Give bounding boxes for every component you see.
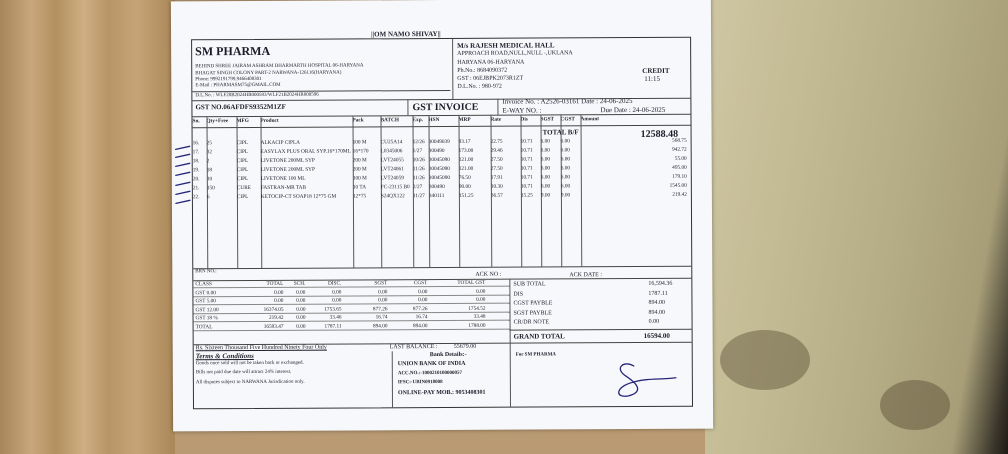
seller-dl: D.L.No. : WLF20B2024HR000593/WLF21B2024HR000596 bbox=[195, 92, 319, 99]
gst-cell: 1788.00 bbox=[468, 322, 486, 329]
cell-sn: 17. bbox=[192, 149, 200, 156]
bank-title: Bank Details:- bbox=[429, 351, 467, 359]
wall-stain bbox=[880, 380, 950, 430]
cell-cgst: 9.00 bbox=[560, 192, 571, 199]
buyer-phone: Ph.No.: 8684090372 bbox=[457, 67, 508, 74]
cell-mfg: CIPL bbox=[236, 167, 249, 174]
cell-sn: 21. bbox=[192, 185, 200, 192]
cell-cgst: 6.00 bbox=[560, 165, 571, 172]
cell-batch: CU25A14 bbox=[380, 139, 403, 146]
summary-label: SGST PAYBLE bbox=[513, 309, 552, 317]
cell-rate: 22.75 bbox=[490, 138, 503, 145]
gst-row bbox=[194, 314, 510, 323]
invoice-time: 11:15 bbox=[644, 74, 660, 83]
last-balance-label: LAST BALANCE : bbox=[389, 344, 438, 351]
cell-pack: 100 M bbox=[352, 139, 367, 146]
column-divider bbox=[206, 116, 208, 268]
cell-product: ALKACIP CIPLA bbox=[260, 139, 301, 146]
gst-cell: 1753.65 bbox=[324, 306, 342, 313]
cell-pack: 200 M bbox=[352, 166, 367, 173]
invoice-number: Invoice No. : A2526-03161 Date : 24-06-2025 bbox=[502, 97, 633, 106]
gst-cell: 1787.11 bbox=[324, 323, 342, 330]
cell-qty: 150 bbox=[206, 185, 215, 192]
column-header: MRP bbox=[458, 116, 471, 123]
invoice-title: GST INVOICE bbox=[412, 101, 479, 114]
buyer-name: M/s RAJESH MEDICAL HALL bbox=[457, 41, 555, 50]
summary-value: 0.00 bbox=[648, 318, 660, 325]
cell-sgst: 6.00 bbox=[540, 138, 550, 145]
cell-mfg: CIPL bbox=[236, 140, 249, 147]
terms-line: Goods once sold will not be taken back or exchanged. bbox=[195, 360, 304, 367]
cell-pack: 16*170 bbox=[352, 148, 369, 155]
cell-exp: 11/26 bbox=[412, 175, 425, 182]
cell-hsn: 30045090 bbox=[428, 156, 450, 164]
column-header: Qty+Free bbox=[206, 118, 229, 125]
cell-qty: 2 bbox=[206, 158, 210, 165]
buyer-address1: APPROACH ROAD,NULL,NULL -,UKLANA bbox=[457, 50, 573, 57]
gst-cell: CLASS bbox=[195, 281, 212, 288]
gst-cell: 0.00 bbox=[296, 323, 306, 330]
cell-qty: 32 bbox=[206, 149, 212, 156]
cell-amount: 219.42 bbox=[672, 191, 687, 198]
summary-value: 16,594.36 bbox=[648, 280, 673, 287]
cell-hsn: 30045090 bbox=[428, 165, 450, 173]
gst-row bbox=[193, 288, 509, 297]
cell-batch: LVT24055 bbox=[380, 157, 404, 164]
gst-header-row bbox=[193, 280, 509, 289]
cell-mrp: 90.00 bbox=[458, 183, 471, 190]
cell-amount: 179.10 bbox=[672, 173, 687, 180]
gst-row bbox=[193, 297, 509, 306]
seller-gst: GST NO.06AFDFS9352M1ZF bbox=[195, 102, 286, 112]
column-header: Sn. bbox=[192, 118, 200, 125]
gst-cell: 16.74 bbox=[375, 314, 388, 321]
brn-label: BRN NO.: bbox=[195, 269, 217, 275]
seller-phone: Phone: 9992191799,9466408301 bbox=[195, 76, 262, 83]
seller-name: SM PHARMA bbox=[195, 43, 271, 59]
ack-label: ACK NO : bbox=[475, 271, 502, 278]
gst-cell: 894.00 bbox=[412, 322, 428, 329]
cell-mfg: CIPL bbox=[236, 149, 249, 156]
summary-value: 1787.11 bbox=[648, 290, 668, 297]
cell-sgst: 9.00 bbox=[540, 192, 551, 199]
summary-label: CR/DR NOTE bbox=[513, 319, 550, 326]
cell-dis: 10.71 bbox=[520, 165, 533, 172]
cell-rate: 10.30 bbox=[490, 183, 503, 190]
table-row bbox=[193, 183, 691, 192]
payment-mode: CREDIT bbox=[642, 66, 670, 75]
cell-sn: 22. bbox=[192, 194, 200, 201]
pen-tick-marks bbox=[172, 141, 202, 211]
gst-cell: TOTAL bbox=[195, 323, 213, 330]
cell-rate: 29.46 bbox=[490, 147, 503, 154]
cell-batch: FC-23115 B0 bbox=[380, 184, 410, 191]
signatory-label: For SM PHARMA bbox=[515, 352, 556, 358]
gst-row bbox=[194, 322, 510, 331]
column-divider bbox=[520, 115, 522, 267]
column-header: Product bbox=[260, 117, 279, 124]
cell-dis: 10.71 bbox=[520, 147, 533, 154]
buyer-dl: D.L.No. : 980-972 bbox=[457, 83, 502, 90]
grand-total-value: 16594.00 bbox=[643, 331, 670, 340]
cell-batch: S24QX122 bbox=[380, 193, 405, 200]
summary-value: 894.00 bbox=[648, 309, 666, 316]
column-divider bbox=[428, 115, 430, 267]
wall-stain bbox=[720, 330, 810, 390]
seller-address2: BHAGAT SINGH COLONY PART-2 NARWANA-126116(HARYANA) bbox=[195, 70, 342, 77]
column-divider bbox=[352, 115, 354, 267]
cell-cgst: 6.00 bbox=[560, 183, 571, 190]
column-divider bbox=[560, 114, 562, 266]
column-header: CGST bbox=[560, 116, 575, 123]
cell-dis: 10.71 bbox=[520, 156, 533, 163]
cell-mrp: 93.17 bbox=[458, 138, 471, 145]
cell-mrp: 173.00 bbox=[458, 147, 474, 154]
gst-cell: GST 12.00 bbox=[195, 306, 219, 313]
grand-total-label: GRAND TOTAL bbox=[513, 332, 565, 341]
buyer-address2: HARYANA 06-HARYANA bbox=[457, 59, 525, 66]
gst-cell: TOTAL bbox=[266, 280, 284, 287]
column-divider bbox=[412, 115, 414, 267]
amount-in-words: Rs. Sixteen Thousand Five Hundred Ninety Four Only bbox=[195, 344, 327, 352]
seller-email: E-Mail : PHARMASM75@GMAIL.COM bbox=[195, 82, 281, 89]
cell-pack: 12*75 bbox=[352, 193, 367, 200]
cell-product: LIVETONE 200ML SYP bbox=[260, 166, 315, 173]
om-namo-shivay: ||OM NAMO SHIVAY|| bbox=[371, 30, 441, 39]
cell-rate: 27.50 bbox=[490, 165, 503, 172]
gst-cell: 0.00 bbox=[296, 306, 306, 313]
bank-name: UNION BANK OF INDIA bbox=[397, 360, 466, 368]
terms-line: All disputes subject to NARWANA Jurisdication only. bbox=[195, 379, 305, 386]
gst-cell: 0.00 bbox=[378, 288, 388, 295]
gst-cell: GST 18 % bbox=[195, 315, 218, 322]
gst-cell: 877.26 bbox=[412, 305, 428, 312]
gst-cell: 0.00 bbox=[418, 297, 428, 304]
column-header: Amount bbox=[580, 116, 600, 123]
column-header: Dis bbox=[520, 116, 528, 123]
gst-cell: CGST bbox=[413, 280, 428, 287]
cell-amount: 942.72 bbox=[672, 146, 687, 153]
cell-cgst: 6.00 bbox=[560, 174, 571, 181]
cell-sn: 18. bbox=[192, 158, 200, 165]
cell-sgst: 6.00 bbox=[540, 174, 551, 181]
gst-cell: 33.46 bbox=[329, 314, 342, 321]
cell-pack: 10 TA bbox=[352, 184, 367, 191]
column-header: Exp. bbox=[412, 117, 423, 124]
gst-cell: 0.00 bbox=[274, 297, 284, 304]
gst-row bbox=[193, 305, 509, 314]
cell-exp: 1/27 bbox=[412, 148, 423, 155]
cell-dis: 10.71 bbox=[520, 183, 533, 190]
gst-cell: 16374.05 bbox=[263, 306, 284, 313]
cell-hsn: 30049039 bbox=[428, 138, 450, 146]
summary-value: 894.00 bbox=[648, 299, 665, 306]
cell-amount: 495.00 bbox=[672, 164, 687, 171]
column-divider bbox=[236, 116, 238, 268]
column-header: Rate bbox=[490, 116, 502, 123]
cell-qty: 25 bbox=[206, 140, 212, 147]
gst-cell: 0.00 bbox=[296, 297, 306, 304]
cell-product: LIVETONE 100 ML bbox=[260, 175, 306, 182]
cell-qty: 18 bbox=[206, 167, 213, 174]
gst-cell: 894.00 bbox=[372, 322, 388, 329]
summary-label: DIS bbox=[513, 291, 524, 298]
cell-dis: 15.25 bbox=[520, 192, 533, 199]
bank-account: ACC.NO.:-1000210100000057 bbox=[397, 370, 463, 377]
cell-cgst: 6.00 bbox=[560, 147, 570, 154]
table-row bbox=[193, 156, 691, 165]
cell-pack: 100 M bbox=[352, 175, 367, 182]
cell-sn: 16. bbox=[192, 140, 200, 147]
gst-cell: GST 5.00 bbox=[195, 298, 216, 305]
gst-cell: 1754.52 bbox=[468, 305, 486, 312]
gst-cell: 0.00 bbox=[476, 296, 486, 303]
gst-cell: 877.26 bbox=[372, 305, 388, 312]
cell-product: FASTRAN-MR TAB bbox=[260, 184, 307, 191]
gst-cell: TOTAL GST bbox=[457, 279, 486, 286]
cell-sgst: 6.00 bbox=[540, 156, 551, 163]
last-balance-value: 55679.00 bbox=[453, 343, 477, 350]
due-date: Due Date : 24-06-2025 bbox=[600, 105, 666, 115]
total-bf-amount: 12588.48 bbox=[640, 128, 679, 140]
column-header: SGST bbox=[540, 116, 555, 123]
cell-qty: 10 bbox=[206, 176, 213, 183]
gst-cell: SGST bbox=[374, 280, 388, 287]
cell-mfg: CIPL bbox=[236, 194, 249, 201]
cell-hsn: 340111 bbox=[428, 192, 445, 200]
cell-amount: 1545.00 bbox=[669, 182, 687, 189]
table-row bbox=[193, 165, 691, 174]
cell-rate: 17.91 bbox=[490, 174, 503, 181]
column-divider bbox=[490, 115, 492, 267]
cell-rate: 27.50 bbox=[490, 156, 503, 163]
cell-hsn: 300490 bbox=[428, 183, 445, 191]
gst-cell: 0.00 bbox=[296, 314, 306, 321]
cell-mrp: 76.50 bbox=[458, 174, 471, 181]
cell-sgst: 6.00 bbox=[540, 183, 551, 190]
eway-number: E-WAY NO. : bbox=[502, 106, 542, 115]
gst-cell: 0.00 bbox=[332, 289, 342, 296]
summary-label: CGST PAYBLE bbox=[513, 300, 553, 307]
invoice-sheet bbox=[191, 37, 693, 410]
cell-mrp: 121.00 bbox=[458, 156, 474, 163]
cell-sgst: 6.00 bbox=[540, 147, 550, 154]
cell-sgst: 6.00 bbox=[540, 165, 551, 172]
cell-batch: LVT24059 bbox=[380, 175, 404, 182]
cell-product: KETOCIP-CT SOAP18 12*75 GM bbox=[260, 193, 337, 200]
table-row bbox=[193, 192, 691, 201]
cell-sn: 19. bbox=[192, 167, 200, 174]
gst-cell: SCH. bbox=[293, 280, 306, 287]
table-row bbox=[193, 174, 691, 183]
ack-date-label: ACK DATE : bbox=[569, 272, 603, 279]
cell-product: EASYLAX PLUS ORAL SYP.16*170ML bbox=[260, 148, 351, 155]
column-divider bbox=[380, 115, 382, 267]
online-pay: ONLINE-PAY MOB.: 9053408301 bbox=[397, 389, 486, 397]
buyer-gst: GST : 06EJBPK2073R1ZT bbox=[457, 75, 524, 82]
bank-ifsc: IFSC:-UBIN0918008 bbox=[397, 379, 443, 386]
gst-cell: 0.00 bbox=[296, 289, 306, 296]
terms-line: Bills not paid due date will attract 24% interest. bbox=[195, 369, 292, 376]
gst-cell: 16.74 bbox=[415, 314, 428, 321]
cell-rate: 36.57 bbox=[490, 192, 503, 199]
cell-dis: 10.71 bbox=[520, 174, 533, 181]
table-row bbox=[193, 138, 691, 147]
column-header: HSN bbox=[428, 117, 440, 124]
column-header: MFG bbox=[236, 118, 249, 125]
terms-title: Terms & Conditions bbox=[195, 351, 254, 361]
cell-product: LIVETONE 200ML SYP bbox=[260, 157, 315, 164]
gst-cell: 219.42 bbox=[268, 314, 284, 321]
column-header: Pack bbox=[352, 117, 364, 124]
gst-cell: 0.00 bbox=[332, 297, 342, 304]
cell-qty: 6 bbox=[206, 194, 210, 201]
gst-cell: DISC. bbox=[327, 280, 342, 287]
cell-mfg: CIPL bbox=[236, 176, 249, 183]
total-bf-label: TOTAL B/F bbox=[542, 128, 579, 137]
gst-cell: 16593.47 bbox=[263, 323, 284, 330]
gst-cell: 0.00 bbox=[476, 288, 486, 295]
cell-hsn: 300490 bbox=[428, 147, 445, 155]
column-divider bbox=[458, 115, 460, 267]
cell-batch: L0345006 bbox=[380, 148, 403, 155]
table-row bbox=[193, 147, 691, 156]
cell-exp: 10/26 bbox=[412, 157, 425, 164]
cell-exp: 2/27 bbox=[412, 184, 423, 191]
cell-exp: 11/26 bbox=[412, 166, 425, 173]
gst-cell: 0.00 bbox=[274, 289, 284, 296]
column-header: BATCH bbox=[380, 117, 399, 124]
cell-amount: 568.75 bbox=[672, 137, 687, 144]
cell-cgst: 6.00 bbox=[560, 156, 571, 163]
column-divider bbox=[540, 114, 542, 266]
cell-mrp: 121.00 bbox=[458, 165, 474, 172]
cell-mfg: CURE bbox=[236, 184, 252, 192]
cell-cgst: 6.00 bbox=[560, 138, 570, 145]
gst-cell: 0.00 bbox=[418, 288, 428, 295]
gst-cell: 33.48 bbox=[473, 313, 486, 320]
cell-batch: LVT24061 bbox=[380, 166, 404, 173]
cell-exp: 11/27 bbox=[412, 193, 425, 200]
cell-amount: 55.00 bbox=[674, 155, 687, 162]
cell-exp: 12/26 bbox=[412, 139, 425, 146]
cell-hsn: 30045090 bbox=[428, 174, 451, 182]
seller-address1: BEHIND SHREE JAIRAM ASHRAM DHARMARTH HOSPITAL 06-HARYANA bbox=[195, 63, 364, 70]
summary-label: SUB TOTAL bbox=[513, 281, 546, 288]
column-divider bbox=[580, 114, 582, 266]
signature bbox=[604, 358, 684, 402]
gst-cell: 0.00 bbox=[378, 297, 388, 304]
cell-mrp: 151.25 bbox=[458, 192, 474, 199]
column-divider bbox=[260, 116, 262, 268]
cell-pack: 200 M bbox=[352, 157, 367, 164]
cell-dis: 10.71 bbox=[520, 138, 533, 145]
gst-cell: GST 0.00 bbox=[195, 289, 216, 296]
wooden-door-background bbox=[0, 0, 175, 454]
cell-sn: 20. bbox=[192, 176, 200, 183]
cell-mfg: CIPL bbox=[236, 158, 249, 165]
invoice-paper bbox=[171, 0, 713, 431]
